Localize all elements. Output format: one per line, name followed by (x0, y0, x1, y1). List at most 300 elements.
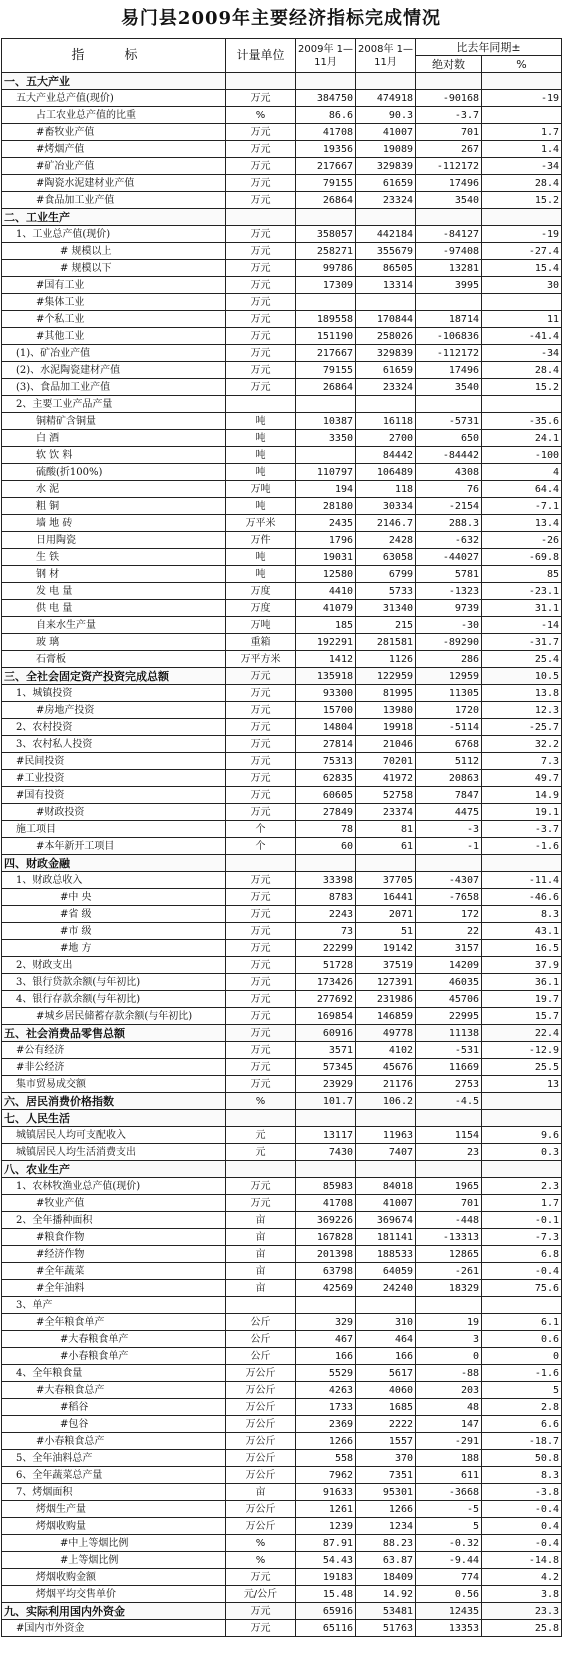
row-indicator-name: 烤烟收购金额 (2, 1569, 226, 1586)
row-value-2008: 23324 (356, 192, 416, 209)
row-value-2009: 3571 (296, 1042, 356, 1059)
row-value-2009 (296, 447, 356, 464)
row-value-2009: 3350 (296, 430, 356, 447)
row-unit: 元 (226, 1127, 296, 1144)
row-change-percent: -0.4 (482, 1535, 562, 1552)
row-unit: 元/公斤 (226, 1586, 296, 1603)
row-indicator-name: #粮食作物 (2, 1229, 226, 1246)
row-change-absolute: 701 (416, 124, 482, 141)
table-row (2, 1450, 562, 1467)
row-indicator-name: 九、实际利用国内外资金 (2, 1603, 226, 1620)
row-change-absolute: 17496 (416, 175, 482, 192)
row-value-2008: 16118 (356, 413, 416, 430)
row-value-2008: 19918 (356, 719, 416, 736)
row-indicator-name: #小春粮食总产 (2, 1433, 226, 1450)
row-value-2008: 13980 (356, 702, 416, 719)
row-value-2008: 90.3 (356, 107, 416, 124)
row-change-absolute: -5731 (416, 413, 482, 430)
table-row (2, 1365, 562, 1382)
row-indicator-name: #房地产投资 (2, 702, 226, 719)
row-change-percent: 28.4 (482, 175, 562, 192)
row-change-percent: 15.2 (482, 192, 562, 209)
indicator-table (1, 38, 562, 1637)
row-indicator-name: 自来水生产量 (2, 617, 226, 634)
table-row (2, 1076, 562, 1093)
row-change-absolute: -97408 (416, 243, 482, 260)
row-change-absolute: 172 (416, 906, 482, 923)
row-value-2009: 13117 (296, 1127, 356, 1144)
row-value-2009: 23929 (296, 1076, 356, 1093)
row-value-2009: 15700 (296, 702, 356, 719)
row-change-absolute: -1 (416, 838, 482, 855)
row-value-2009: 22299 (296, 940, 356, 957)
row-change-percent: -46.6 (482, 889, 562, 906)
row-indicator-name: 五大产业总产值(现价) (2, 90, 226, 107)
row-value-2009: 65916 (296, 1603, 356, 1620)
row-value-2008: 13314 (356, 277, 416, 294)
row-value-2009: 87.91 (296, 1535, 356, 1552)
row-change-absolute: 286 (416, 651, 482, 668)
row-change-percent: 11 (482, 311, 562, 328)
row-unit: 万元 (226, 328, 296, 345)
row-value-2009 (296, 855, 356, 872)
row-change-percent: -12.9 (482, 1042, 562, 1059)
row-value-2008: 4060 (356, 1382, 416, 1399)
row-indicator-name: #地 方 (2, 940, 226, 957)
table-row (2, 872, 562, 889)
table-row (2, 991, 562, 1008)
row-unit: 万件 (226, 532, 296, 549)
row-value-2008: 81 (356, 821, 416, 838)
table-row (2, 481, 562, 498)
row-change-percent: -0.4 (482, 1263, 562, 1280)
row-indicator-name: 七、人民生活 (2, 1110, 226, 1127)
row-indicator-name: 城镇居民人均可支配收入 (2, 1127, 226, 1144)
row-indicator-name: 六、居民消费价格指数 (2, 1093, 226, 1110)
row-value-2008: 2700 (356, 430, 416, 447)
row-change-percent (482, 1161, 562, 1178)
row-change-absolute: 13281 (416, 260, 482, 277)
row-indicator-name: 二、工业生产 (2, 209, 226, 226)
table-row (2, 532, 562, 549)
row-indicator-name: 三、全社会固定资产投资完成总额 (2, 668, 226, 685)
row-value-2008: 106489 (356, 464, 416, 481)
row-value-2009: 27849 (296, 804, 356, 821)
row-indicator-name: 1、财政总收入 (2, 872, 226, 889)
row-change-percent: 2.8 (482, 1399, 562, 1416)
row-unit: 万元 (226, 770, 296, 787)
row-unit: 万平方米 (226, 651, 296, 668)
row-unit: 万元 (226, 141, 296, 158)
row-change-absolute: 267 (416, 141, 482, 158)
row-value-2008: 329839 (356, 345, 416, 362)
row-change-percent: 13.8 (482, 685, 562, 702)
row-change-percent (482, 1110, 562, 1127)
row-unit: 亩 (226, 1263, 296, 1280)
row-change-absolute (416, 1297, 482, 1314)
row-indicator-name: #工业投资 (2, 770, 226, 787)
row-value-2008: 170844 (356, 311, 416, 328)
table-row (2, 243, 562, 260)
row-change-percent (482, 107, 562, 124)
row-value-2009: 19183 (296, 1569, 356, 1586)
row-unit: 万元 (226, 192, 296, 209)
table-row (2, 549, 562, 566)
row-unit: 万元 (226, 1620, 296, 1637)
row-value-2008: 146859 (356, 1008, 416, 1025)
row-value-2008: 88.23 (356, 1535, 416, 1552)
row-change-absolute (416, 1110, 482, 1127)
row-unit (226, 396, 296, 413)
row-value-2008: 1557 (356, 1433, 416, 1450)
row-change-percent: 36.1 (482, 974, 562, 991)
row-value-2009: 1266 (296, 1433, 356, 1450)
row-change-absolute: 147 (416, 1416, 482, 1433)
row-value-2009: 1261 (296, 1501, 356, 1518)
row-value-2008: 6799 (356, 566, 416, 583)
table-body (2, 73, 562, 1637)
row-unit: 万元 (226, 1195, 296, 1212)
table-row (2, 209, 562, 226)
row-value-2008 (356, 294, 416, 311)
row-indicator-name: #省 级 (2, 906, 226, 923)
row-value-2009: 467 (296, 1331, 356, 1348)
row-change-absolute: 1720 (416, 702, 482, 719)
row-value-2009: 384750 (296, 90, 356, 107)
row-unit: 万元 (226, 1569, 296, 1586)
table-row (2, 787, 562, 804)
row-unit: 万元 (226, 753, 296, 770)
row-change-absolute: 23 (416, 1144, 482, 1161)
table-row (2, 1297, 562, 1314)
table-row (2, 1518, 562, 1535)
row-change-absolute: 14209 (416, 957, 482, 974)
row-change-absolute: 3540 (416, 379, 482, 396)
table-row (2, 311, 562, 328)
row-change-absolute: -9.44 (416, 1552, 482, 1569)
table-row (2, 634, 562, 651)
row-change-absolute: 611 (416, 1467, 482, 1484)
row-change-absolute: 701 (416, 1195, 482, 1212)
row-unit: 万元 (226, 1025, 296, 1042)
row-change-percent: 19.1 (482, 804, 562, 821)
row-value-2009: 201398 (296, 1246, 356, 1263)
row-unit: 吨 (226, 447, 296, 464)
row-change-absolute: 9739 (416, 600, 482, 617)
row-value-2008: 464 (356, 1331, 416, 1348)
row-value-2009: 169854 (296, 1008, 356, 1025)
row-value-2008: 2222 (356, 1416, 416, 1433)
row-change-absolute (416, 209, 482, 226)
row-change-percent: 31.1 (482, 600, 562, 617)
row-value-2008 (356, 73, 416, 90)
row-change-percent: 25.8 (482, 1620, 562, 1637)
row-change-percent: 8.3 (482, 906, 562, 923)
row-unit: 公斤 (226, 1331, 296, 1348)
row-value-2008: 84018 (356, 1178, 416, 1195)
row-value-2008: 14.92 (356, 1586, 416, 1603)
row-indicator-name: #集体工业 (2, 294, 226, 311)
row-value-2009: 4410 (296, 583, 356, 600)
row-indicator-name: #食品加工业产值 (2, 192, 226, 209)
table-row (2, 1195, 562, 1212)
row-unit: 吨 (226, 413, 296, 430)
row-value-2008: 63058 (356, 549, 416, 566)
row-value-2008: 181141 (356, 1229, 416, 1246)
table-row (2, 1212, 562, 1229)
row-value-2008: 7351 (356, 1467, 416, 1484)
table-row (2, 804, 562, 821)
row-value-2009: 4263 (296, 1382, 356, 1399)
row-value-2009: 151190 (296, 328, 356, 345)
row-value-2009 (296, 1297, 356, 1314)
row-unit: 万元 (226, 362, 296, 379)
row-change-absolute: -531 (416, 1042, 482, 1059)
row-change-absolute: -90168 (416, 90, 482, 107)
row-value-2008: 86505 (356, 260, 416, 277)
row-indicator-name: #小春粮食单产 (2, 1348, 226, 1365)
row-indicator-name: 供 电 量 (2, 600, 226, 617)
row-change-absolute: -88 (416, 1365, 482, 1382)
row-value-2009: 41079 (296, 600, 356, 617)
row-change-absolute: -0.32 (416, 1535, 482, 1552)
row-value-2008: 106.2 (356, 1093, 416, 1110)
row-value-2008: 1266 (356, 1501, 416, 1518)
row-indicator-name: 玻 璃 (2, 634, 226, 651)
row-change-percent: 1.7 (482, 124, 562, 141)
row-unit: 万元 (226, 974, 296, 991)
row-value-2008: 21176 (356, 1076, 416, 1093)
row-value-2008: 122959 (356, 668, 416, 685)
row-change-percent: 50.8 (482, 1450, 562, 1467)
table-row (2, 1178, 562, 1195)
row-unit: 万度 (226, 600, 296, 617)
table-row (2, 1382, 562, 1399)
row-value-2008: 310 (356, 1314, 416, 1331)
row-change-absolute: 11138 (416, 1025, 482, 1042)
row-value-2008: 84442 (356, 447, 416, 464)
table-row (2, 651, 562, 668)
row-change-absolute: -2154 (416, 498, 482, 515)
row-change-percent: 1.4 (482, 141, 562, 158)
row-value-2008: 442184 (356, 226, 416, 243)
row-value-2008: 18409 (356, 1569, 416, 1586)
row-unit: 万公斤 (226, 1450, 296, 1467)
table-row (2, 855, 562, 872)
row-change-absolute: -3668 (416, 1484, 482, 1501)
row-change-percent: -14.8 (482, 1552, 562, 1569)
row-change-absolute: 3 (416, 1331, 482, 1348)
row-value-2008 (356, 209, 416, 226)
row-value-2009: 51728 (296, 957, 356, 974)
row-unit: 万元 (226, 1042, 296, 1059)
row-value-2008: 1126 (356, 651, 416, 668)
table-row (2, 1161, 562, 1178)
row-change-absolute: 203 (416, 1382, 482, 1399)
table-row (2, 464, 562, 481)
row-indicator-name: #民间投资 (2, 753, 226, 770)
row-change-absolute (416, 1161, 482, 1178)
row-unit: % (226, 107, 296, 124)
row-unit (226, 1161, 296, 1178)
table-row (2, 124, 562, 141)
row-unit: 万元 (226, 668, 296, 685)
table-row (2, 600, 562, 617)
row-change-percent: -1.6 (482, 838, 562, 855)
row-change-percent: 2.3 (482, 1178, 562, 1195)
row-change-absolute: -4307 (416, 872, 482, 889)
row-value-2008: 231986 (356, 991, 416, 1008)
table-row (2, 192, 562, 209)
row-indicator-name: 八、农业生产 (2, 1161, 226, 1178)
row-value-2008: 7407 (356, 1144, 416, 1161)
row-unit: 万元 (226, 158, 296, 175)
row-change-absolute: 11669 (416, 1059, 482, 1076)
row-value-2009: 14804 (296, 719, 356, 736)
header-compare: 比去年同期± (416, 39, 562, 56)
row-unit: 万元 (226, 294, 296, 311)
row-change-absolute: -261 (416, 1263, 482, 1280)
row-indicator-name: 2、财政支出 (2, 957, 226, 974)
table-row (2, 1535, 562, 1552)
row-value-2008 (356, 1297, 416, 1314)
row-change-percent: 0.6 (482, 1331, 562, 1348)
table-row (2, 668, 562, 685)
row-change-absolute: 19 (416, 1314, 482, 1331)
table-row (2, 923, 562, 940)
row-unit: 个 (226, 821, 296, 838)
row-value-2009: 60605 (296, 787, 356, 804)
row-change-percent: 32.2 (482, 736, 562, 753)
row-unit: 万公斤 (226, 1416, 296, 1433)
row-value-2009: 65116 (296, 1620, 356, 1637)
row-value-2009: 217667 (296, 158, 356, 175)
row-value-2009 (296, 1161, 356, 1178)
row-value-2009: 41708 (296, 124, 356, 141)
row-change-absolute: 12959 (416, 668, 482, 685)
row-change-percent: 0.4 (482, 1518, 562, 1535)
table-row (2, 736, 562, 753)
row-indicator-name: #矿冶业产值 (2, 158, 226, 175)
row-value-2008: 1685 (356, 1399, 416, 1416)
row-change-percent: 19.7 (482, 991, 562, 1008)
header-absolute: 绝对数 (416, 56, 482, 73)
row-change-absolute: 20863 (416, 770, 482, 787)
row-change-percent: 6.6 (482, 1416, 562, 1433)
row-change-percent: 6.8 (482, 1246, 562, 1263)
row-change-absolute: 288.3 (416, 515, 482, 532)
row-indicator-name: #国内市外资金 (2, 1620, 226, 1637)
row-unit: 个 (226, 838, 296, 855)
row-change-percent: -7.3 (482, 1229, 562, 1246)
row-change-absolute: 3995 (416, 277, 482, 294)
row-change-absolute: 3540 (416, 192, 482, 209)
row-value-2008: 64059 (356, 1263, 416, 1280)
row-change-percent: 22.4 (482, 1025, 562, 1042)
row-indicator-name: # 规模以下 (2, 260, 226, 277)
table-row (2, 73, 562, 90)
row-indicator-name: 发 电 量 (2, 583, 226, 600)
row-indicator-name: #陶瓷水泥建材业产值 (2, 175, 226, 192)
table-row (2, 1110, 562, 1127)
row-change-absolute: 22995 (416, 1008, 482, 1025)
row-unit: 公斤 (226, 1314, 296, 1331)
row-value-2009: 27814 (296, 736, 356, 753)
row-value-2009: 26864 (296, 192, 356, 209)
row-value-2009: 42569 (296, 1280, 356, 1297)
row-indicator-name: #中 央 (2, 889, 226, 906)
row-value-2008: 5733 (356, 583, 416, 600)
row-value-2008: 51 (356, 923, 416, 940)
row-change-absolute: 12435 (416, 1603, 482, 1620)
row-indicator-name: #畜牧业产值 (2, 124, 226, 141)
row-change-absolute: -106836 (416, 328, 482, 345)
row-change-percent: -25.7 (482, 719, 562, 736)
row-indicator-name: 石膏板 (2, 651, 226, 668)
row-value-2009: 73 (296, 923, 356, 940)
row-change-absolute: 45706 (416, 991, 482, 1008)
row-change-absolute: -3 (416, 821, 482, 838)
row-indicator-name: #国有投资 (2, 787, 226, 804)
row-unit: 万元 (226, 736, 296, 753)
table-row (2, 396, 562, 413)
table-row (2, 566, 562, 583)
row-change-percent: -19 (482, 90, 562, 107)
table-row (2, 175, 562, 192)
row-unit: 万元 (226, 702, 296, 719)
row-unit: 万元 (226, 311, 296, 328)
row-indicator-name: #其他工业 (2, 328, 226, 345)
row-indicator-name: # 规模以上 (2, 243, 226, 260)
row-value-2009: 79155 (296, 175, 356, 192)
row-indicator-name: #包谷 (2, 1416, 226, 1433)
row-value-2008 (356, 396, 416, 413)
row-value-2008: 1234 (356, 1518, 416, 1535)
row-change-absolute: 1965 (416, 1178, 482, 1195)
row-change-percent: 4.2 (482, 1569, 562, 1586)
row-value-2009: 57345 (296, 1059, 356, 1076)
row-indicator-name: 粗 铜 (2, 498, 226, 515)
table-row (2, 1331, 562, 1348)
row-change-absolute: 5112 (416, 753, 482, 770)
row-unit: % (226, 1535, 296, 1552)
row-change-percent: 8.3 (482, 1467, 562, 1484)
row-indicator-name: 2、主要工业产品产量 (2, 396, 226, 413)
table-row (2, 447, 562, 464)
table-row (2, 1501, 562, 1518)
row-unit: 吨 (226, 498, 296, 515)
row-value-2009: 10387 (296, 413, 356, 430)
row-indicator-name: 铜精矿含铜量 (2, 413, 226, 430)
row-value-2009: 17309 (296, 277, 356, 294)
row-value-2008: 37705 (356, 872, 416, 889)
row-change-absolute: -1323 (416, 583, 482, 600)
row-change-absolute: 76 (416, 481, 482, 498)
table-row (2, 719, 562, 736)
row-value-2009: 19356 (296, 141, 356, 158)
row-unit: % (226, 1093, 296, 1110)
row-value-2009: 60 (296, 838, 356, 855)
row-change-percent: -35.6 (482, 413, 562, 430)
row-change-percent: 64.4 (482, 481, 562, 498)
row-indicator-name: 日用陶瓷 (2, 532, 226, 549)
row-unit (226, 1110, 296, 1127)
table-row (2, 702, 562, 719)
table-row (2, 158, 562, 175)
row-change-absolute: -84127 (416, 226, 482, 243)
row-indicator-name: 水 泥 (2, 481, 226, 498)
row-unit: 万公斤 (226, 1501, 296, 1518)
